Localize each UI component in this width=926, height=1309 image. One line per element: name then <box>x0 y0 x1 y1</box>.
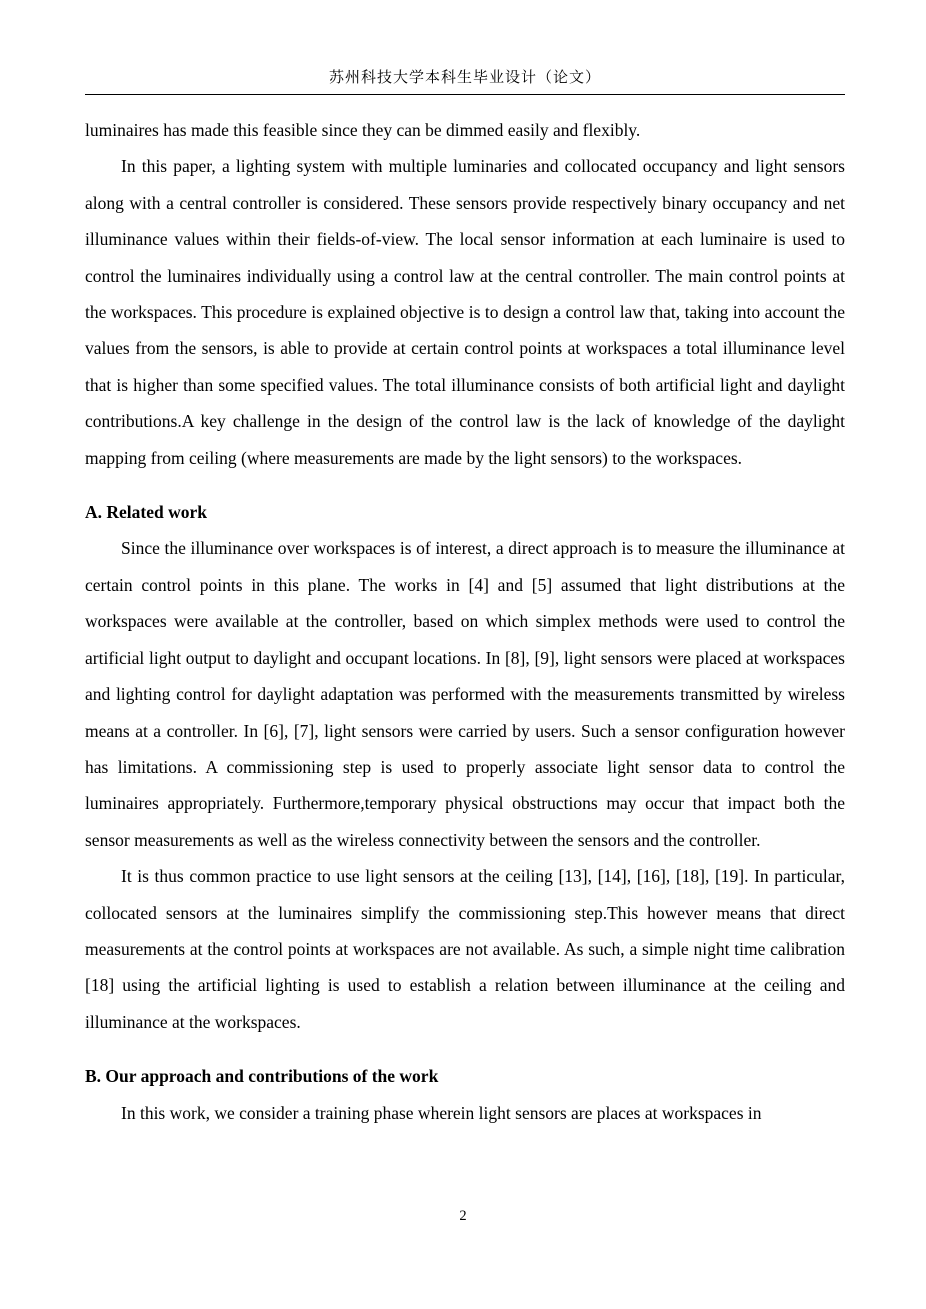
paragraph: luminaires has made this feasible since they can be dimmed easily and flexibly. <box>85 120 641 140</box>
page-number: 2 <box>459 1208 467 1224</box>
section-heading: B. Our approach and contributions of the work <box>85 1066 439 1087</box>
paragraph: In this work, we consider a training phase wherein light sensors are places at workspaces in <box>121 1102 762 1123</box>
page-header: 苏州科技大学本科生毕业设计（论文） <box>85 66 845 95</box>
paragraph: In this paper, a lighting system with multiple luminaries and collocated occupancy and light sensors along with a central controller is considered. These sensors provide respectively binary occupancy and net illuminance values within their fields-of-view. The local sensor information at each luminaire is used to control the luminaires individually using a control law at the central controller. The main control points at the workspaces. This procedure is explained objective is to design a control law that, taking into account the values from the sensors, is able to provide at certain control points at workspaces a total illuminance level that is higher than some specified values. The total illuminance consists of both artificial light and daylight contributions.A key challenge in the design of the control law is the lack of knowledge of the daylight mapping from ceiling (where measurements are made by the light sensors) to the workspaces. <box>85 156 845 468</box>
document-body <box>85 112 845 1131</box>
paragraph: Since the illuminance over workspaces is of interest, a direct approach is to measure the illuminance at certain control points in this plane. The works in [4] and [5] assumed that light distributions at the workspaces were available at the controller, based on which simplex methods were used to control the artificial light output to daylight and occupant locations. In [8], [9], light sensors were placed at workspaces and lighting control for daylight adaptation was performed with the measurements transmitted by wireless means at a controller. In [6], [7], light sensors were carried by users. Such a sensor configuration however has limitations. A commissioning step is used to properly associate light sensor data to control the luminaires appropriately. Furthermore,temporary physical obstructions may occur that impact both the sensor measurements as well as the wireless connectivity between the sensors and the controller. <box>85 538 845 850</box>
paragraph: It is thus common practice to use light sensors at the ceiling [13], [14], [16], [18], [19]. In particular, collocated sensors at the luminaires simplify the commissioning step.This however means that direct measurements at the control points at workspaces are not available. As such, a simple night time calibration [18] using the artificial lighting is used to establish a relation between illuminance at the ceiling and illuminance at the workspaces. <box>85 866 845 1032</box>
section-heading: A. Related work <box>85 502 207 523</box>
